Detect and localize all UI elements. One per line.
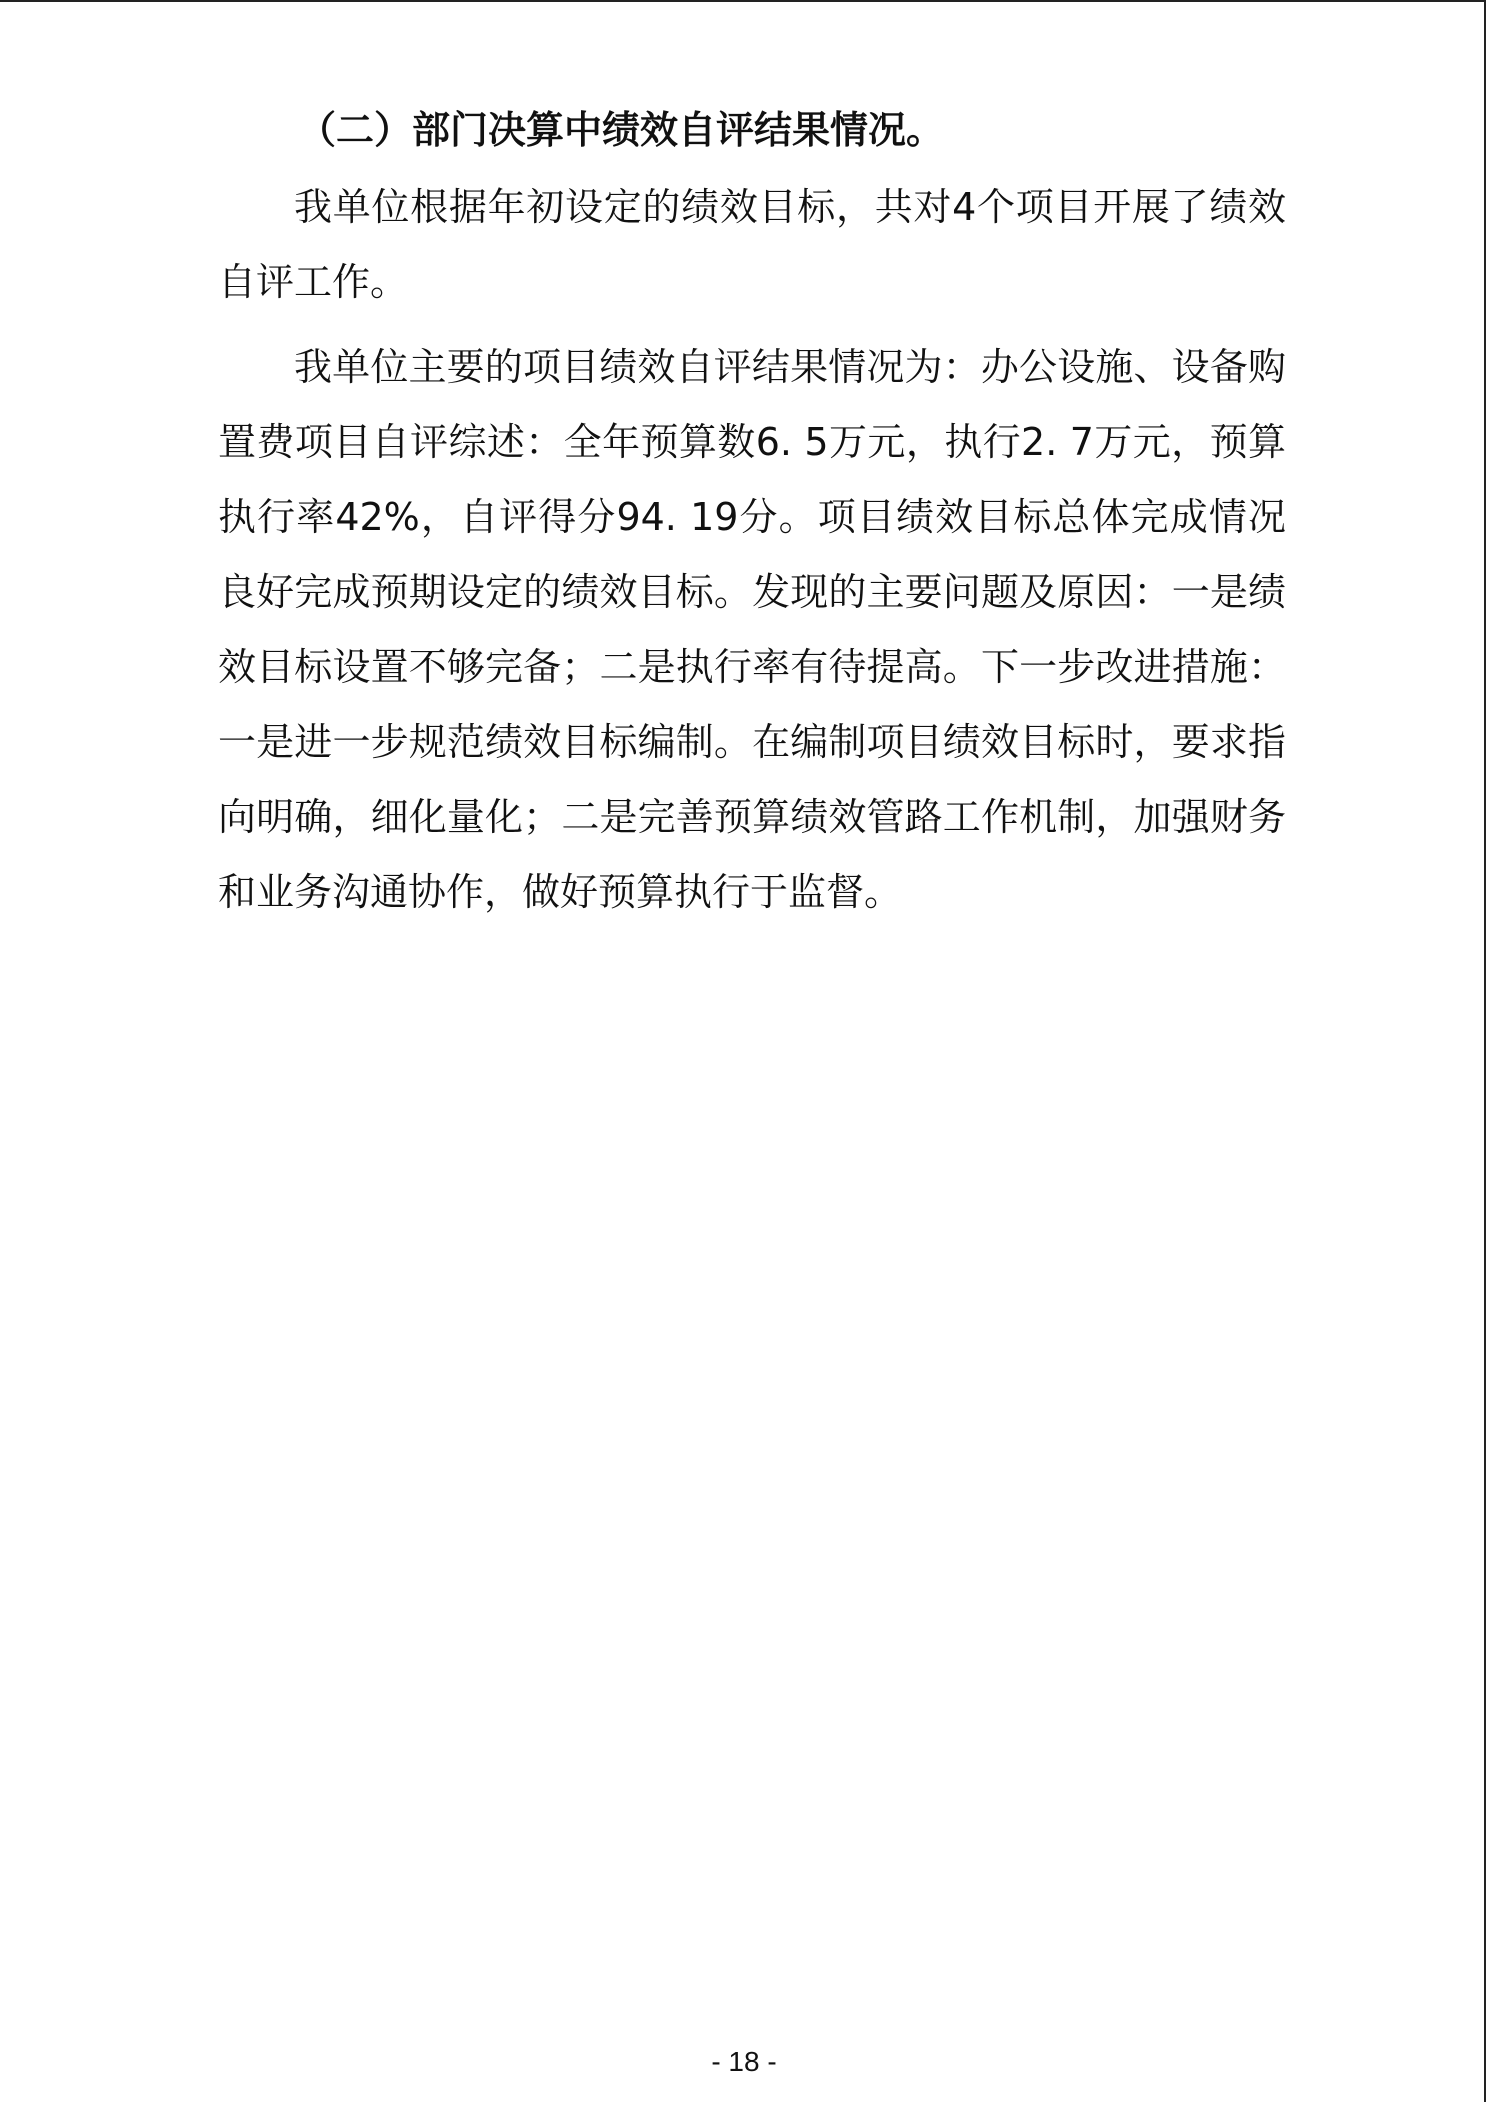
document-body (218, 100, 1286, 930)
paragraph-intro: 我单位根据年初设定的绩效目标，共对4个项目开展了绩效自评工作。 (218, 185, 1286, 304)
section-heading: （二）部门决算中绩效自评结果情况。 (298, 108, 945, 152)
page-number: - 18 - (711, 2046, 777, 2077)
paragraph-results: 我单位主要的项目绩效自评结果情况为：办公设施、设备购置费项目自评综述：全年预算数6. 5万元，执行2. 7万元，预算执行率42%，自评得分94. 19分。项目绩效目标总体完成情况良好完成预期设定的绩效目标。发现的主要问题及原因：一是绩效目标设置不够完备；二是执行率有待提高。下一步改进措施：一是进一步规范绩效目标编制。在编制项目绩效目标时，要求指向明确，细化量化；二是完善预算绩效管路工作机制，加强财务和业务沟通协作，做好预算执行于监督。 (218, 345, 1286, 914)
